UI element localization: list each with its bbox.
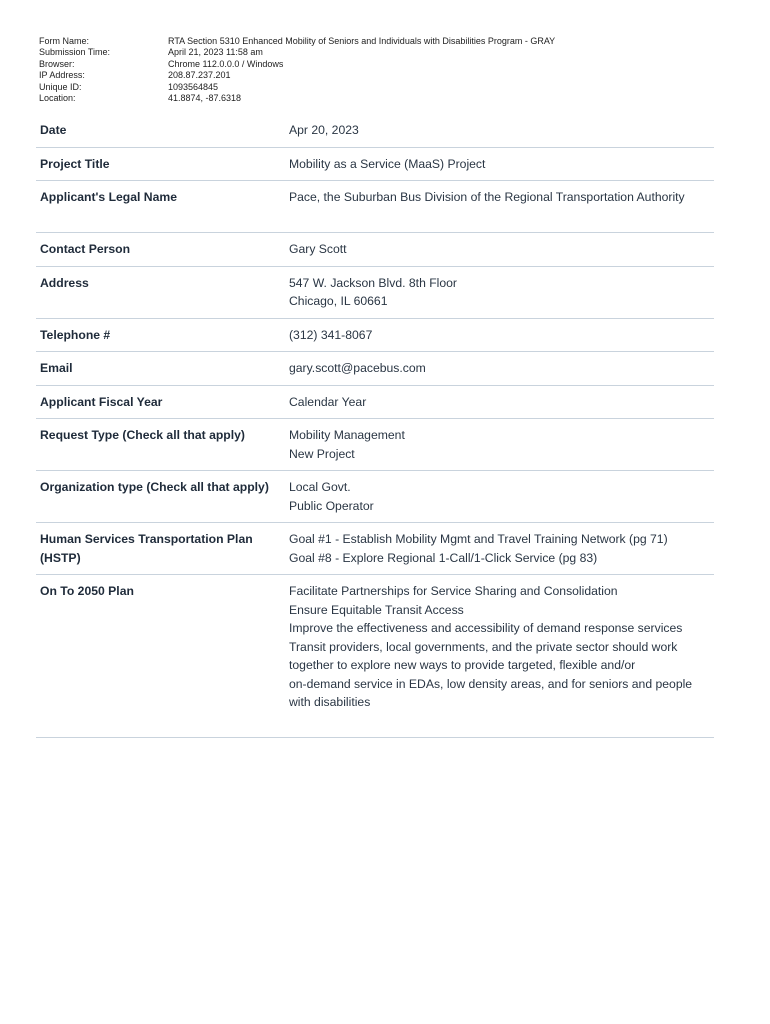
field-row [36,419,714,471]
field-value [289,582,714,730]
field-value-line: Mobility as a Service (MaaS) Project [289,156,486,171]
field-value-line: New Project [289,446,355,461]
meta-value: Chrome 112.0.0.0 / Windows [168,58,284,69]
field-label: Request Type (Check all that apply) [40,428,245,442]
field-label: Applicant's Legal Name [40,190,177,204]
field-value-line: Facilitate Partnerships for Service Sharing and Consolidation [289,584,618,598]
meta-value: RTA Section 5310 Enhanced Mobility of Seniors and Individuals with Disabilities Program - GRAY [168,36,556,46]
field-row [36,148,714,182]
field-value-line: Goal #1 - Establish Mobility Mgmt and Travel Training Network (pg 71) [289,532,668,546]
meta-label: IP Address: [39,70,85,81]
meta-label: Browser: [39,58,75,69]
field-value-line: 547 W. Jackson Blvd. 8th Floor [289,275,457,290]
field-value-line [289,207,714,226]
field-value-line: Chicago, IL 60661 [289,294,388,308]
field-value-line: Public Operator [289,498,374,513]
field-value-line: (312) 341-8067 [289,327,373,342]
meta-row-unique-id [39,82,739,93]
meta-row-form-name [39,36,739,47]
field-value-line: Mobility Management [289,428,405,442]
field-label: Applicant Fiscal Year [40,394,163,409]
field-label: Date [40,123,67,137]
meta-label: Submission Time: [39,47,111,58]
meta-value: 1093564845 [168,81,219,92]
field-value-line: Transit providers, local governments, and the private sector should work [289,639,678,654]
field-value [289,155,714,174]
field-label: Human Services Transportation Plan (HSTP) [40,532,253,565]
field-value-line: with disabilities [289,695,371,709]
field-value [289,478,714,515]
field-row [36,575,714,738]
field-value [289,274,714,311]
field-value-line: Goal #8 - Explore Regional 1-Call/1-Click Service (pg 83) [289,550,598,565]
form-fields-table [36,114,714,738]
meta-label: Location: [39,93,76,104]
field-row [36,352,714,386]
meta-row-ip-address [39,70,739,81]
meta-row-browser [39,59,739,70]
field-value [289,359,714,378]
field-label: Telephone # [40,327,111,342]
meta-row-submission-time [39,47,739,58]
field-value-line: together to explore new ways to provide targeted, flexible and/or [289,658,636,672]
field-row [36,386,714,420]
field-value-line: Calendar Year [289,394,367,409]
field-label: On To 2050 Plan [40,584,134,598]
meta-value: 208.87.237.201 [168,70,231,81]
field-label: Address [40,275,89,290]
field-label: Contact Person [40,242,131,256]
field-value-line: Gary Scott [289,242,347,256]
field-row [36,233,714,267]
field-row [36,319,714,353]
field-value-line: Improve the effectiveness and accessibility of demand response services [289,621,683,635]
field-value [289,393,714,412]
meta-value: 41.8874, -87.6318 [168,93,242,104]
field-value-line: on-demand service in EDAs, low density areas, and for seniors and people [289,676,693,691]
field-value-line: Ensure Equitable Transit Access [289,602,464,617]
field-value [289,326,714,345]
field-value-line: gary.scott@pacebus.com [289,361,426,375]
field-value [289,426,714,463]
field-value [289,240,714,259]
meta-value: April 21, 2023 11:58 am [168,47,263,58]
field-row [36,523,714,575]
field-label: Email [40,361,73,375]
field-value-line [289,712,714,731]
field-row [36,267,714,319]
field-value [289,188,714,225]
field-row [36,114,714,148]
meta-row-location [39,93,739,104]
field-label: Organization type (Check all that apply) [40,480,269,494]
field-value-line: Pace, the Suburban Bus Division of the Regional Transportation Authority [289,190,685,204]
submission-metadata [39,36,739,104]
field-value [289,530,714,567]
field-label: Project Title [40,156,110,171]
field-value-line: Apr 20, 2023 [289,123,359,137]
field-row [36,181,714,233]
field-row [36,471,714,523]
meta-label: Unique ID: [39,81,82,92]
meta-label: Form Name: [39,36,90,46]
field-value [289,121,714,140]
field-value-line: Local Govt. [289,480,351,494]
